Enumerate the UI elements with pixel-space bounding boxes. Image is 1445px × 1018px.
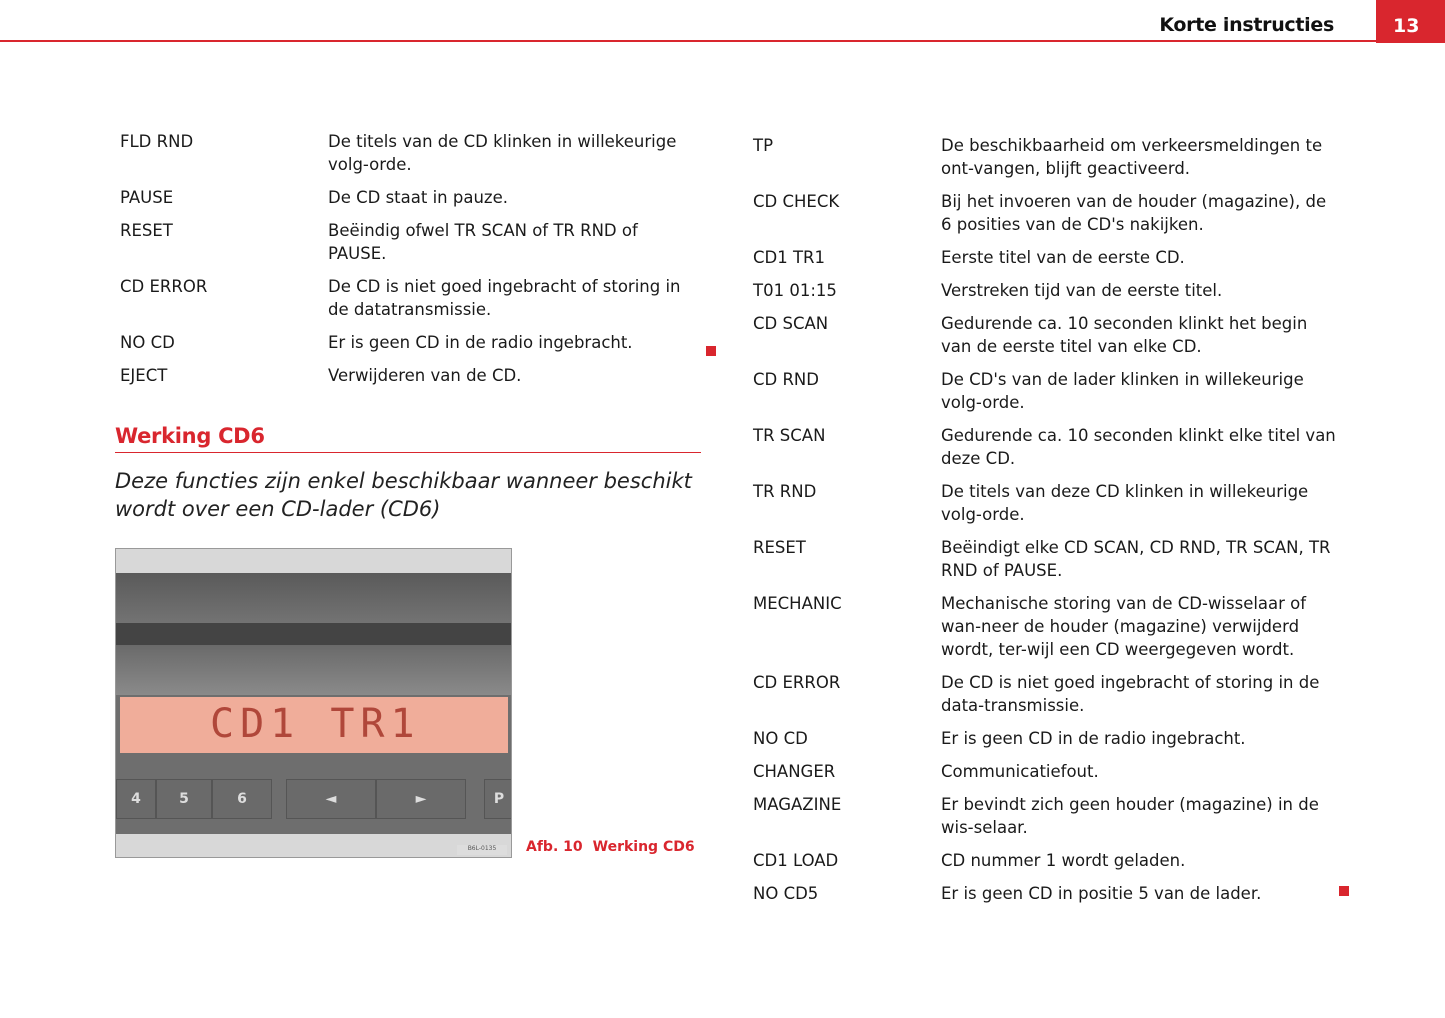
preset-button-4: 4 [116, 779, 156, 819]
definition-row [753, 592, 1336, 661]
section-title: Werking CD6 [115, 424, 265, 448]
term: TR SCAN [753, 426, 826, 445]
description: De titels van de CD klinken in willekeurige volg-orde. [328, 132, 677, 174]
description: Er is geen CD in de radio ingebracht. [328, 333, 633, 352]
definition-row [753, 760, 1336, 783]
term: CD SCAN [753, 314, 829, 333]
term: TP [753, 136, 774, 155]
term: TR RND [753, 482, 817, 501]
description: Eerste titel van de eerste CD. [941, 248, 1185, 267]
definition-row [120, 130, 698, 176]
definition-row [753, 246, 1336, 269]
left-definition-list [120, 130, 698, 397]
term: NO CD [753, 729, 808, 748]
description: Mechanische storing van de CD-wisselaar of wan-neer de houder (magazine) verwijderd wordt, ter-wijl een CD weergegeven wordt. [941, 594, 1307, 659]
preset-button-6: 6 [212, 779, 272, 819]
definition-row [753, 312, 1336, 358]
term: NO CD [120, 333, 175, 352]
term: CD CHECK [753, 192, 840, 211]
description: De CD staat in pauze. [328, 188, 508, 207]
definition-row [120, 219, 698, 265]
description: Er is geen CD in de radio ingebracht. [941, 729, 1246, 748]
description: Er is geen CD in positie 5 van de lader. [941, 884, 1262, 903]
term: MAGAZINE [753, 795, 842, 814]
term: MECHANIC [753, 594, 842, 613]
definition-row [753, 882, 1336, 905]
term: CD ERROR [120, 277, 208, 296]
description: De titels van deze CD klinken in willekeurige volg-orde. [941, 482, 1309, 524]
definition-row [120, 331, 698, 354]
description: De CD is niet goed ingebracht of storing in de data-transmissie. [941, 673, 1320, 715]
description: Beëindig ofwel TR SCAN of TR RND of PAUSE. [328, 221, 638, 263]
description: CD nummer 1 wordt geladen. [941, 851, 1186, 870]
preset-button-5: 5 [156, 779, 212, 819]
page-number: 13 [1376, 0, 1445, 43]
description: Beëindigt elke CD SCAN, CD RND, TR SCAN, TR RND of PAUSE. [941, 538, 1331, 580]
definition-row [753, 279, 1336, 302]
definition-row [753, 536, 1336, 582]
description: Bij het invoeren van de houder (magazine), de 6 posities van de CD's nakijken. [941, 192, 1327, 234]
term: CHANGER [753, 762, 836, 781]
description: Verwijderen van de CD. [328, 366, 522, 385]
definition-row [120, 364, 698, 387]
definition-row [753, 424, 1336, 470]
definition-row [753, 671, 1336, 717]
term: PAUSE [120, 188, 174, 207]
right-definition-list [753, 134, 1336, 915]
figure-code: B6L-0135 [457, 845, 507, 855]
term: CD1 LOAD [753, 851, 839, 870]
term: T01 01:15 [753, 281, 837, 300]
description: De CD's van de lader klinken in willekeurige volg-orde. [941, 370, 1304, 412]
definition-row [120, 186, 698, 209]
description: Communicatiefout. [941, 762, 1099, 781]
description: De CD is niet goed ingebracht of storing in de datatransmissie. [328, 277, 681, 319]
radio-display-figure [115, 548, 512, 858]
p-button: P [484, 779, 512, 819]
description: Er bevindt zich geen houder (magazine) in de wis-selaar. [941, 795, 1319, 837]
seek-forward-button: ► [376, 779, 466, 819]
description: De beschikbaarheid om verkeersmeldingen te ont-vangen, blijft geactiveerd. [941, 136, 1323, 178]
term: RESET [120, 221, 173, 240]
lcd-display: CD1 TR1 [120, 697, 508, 753]
term: EJECT [120, 366, 168, 385]
definition-row [120, 275, 698, 321]
definition-row [753, 480, 1336, 526]
term: RESET [753, 538, 806, 557]
term: FLD RND [120, 132, 194, 151]
seek-back-button: ◄ [286, 779, 376, 819]
section-intro: Deze functies zijn enkel beschikbaar wanneer beschikt wordt over een CD-lader (CD6) [115, 469, 692, 521]
term: CD1 TR1 [753, 248, 826, 267]
section-rule [115, 452, 701, 453]
description: Gedurende ca. 10 seconden klinkt het begin van de eerste titel van elke CD. [941, 314, 1308, 356]
term: NO CD5 [753, 884, 819, 903]
description: Verstreken tijd van de eerste titel. [941, 281, 1223, 300]
definition-row [753, 793, 1336, 839]
definition-row [753, 727, 1336, 750]
header-rule [0, 40, 1376, 42]
section-end-marker [1339, 886, 1349, 896]
term: CD ERROR [753, 673, 841, 692]
definition-row [753, 134, 1336, 180]
caption-text: Werking CD6 [592, 839, 695, 855]
definition-row [753, 368, 1336, 414]
definition-row [753, 849, 1336, 872]
caption-number: Afb. 10 [526, 839, 583, 855]
section-end-marker [706, 346, 716, 356]
term: CD RND [753, 370, 819, 389]
figure-caption [526, 839, 695, 855]
definition-row [753, 190, 1336, 236]
description: Gedurende ca. 10 seconden klinkt elke titel van deze CD. [941, 426, 1336, 468]
header-title: Korte instructies [1159, 14, 1334, 36]
